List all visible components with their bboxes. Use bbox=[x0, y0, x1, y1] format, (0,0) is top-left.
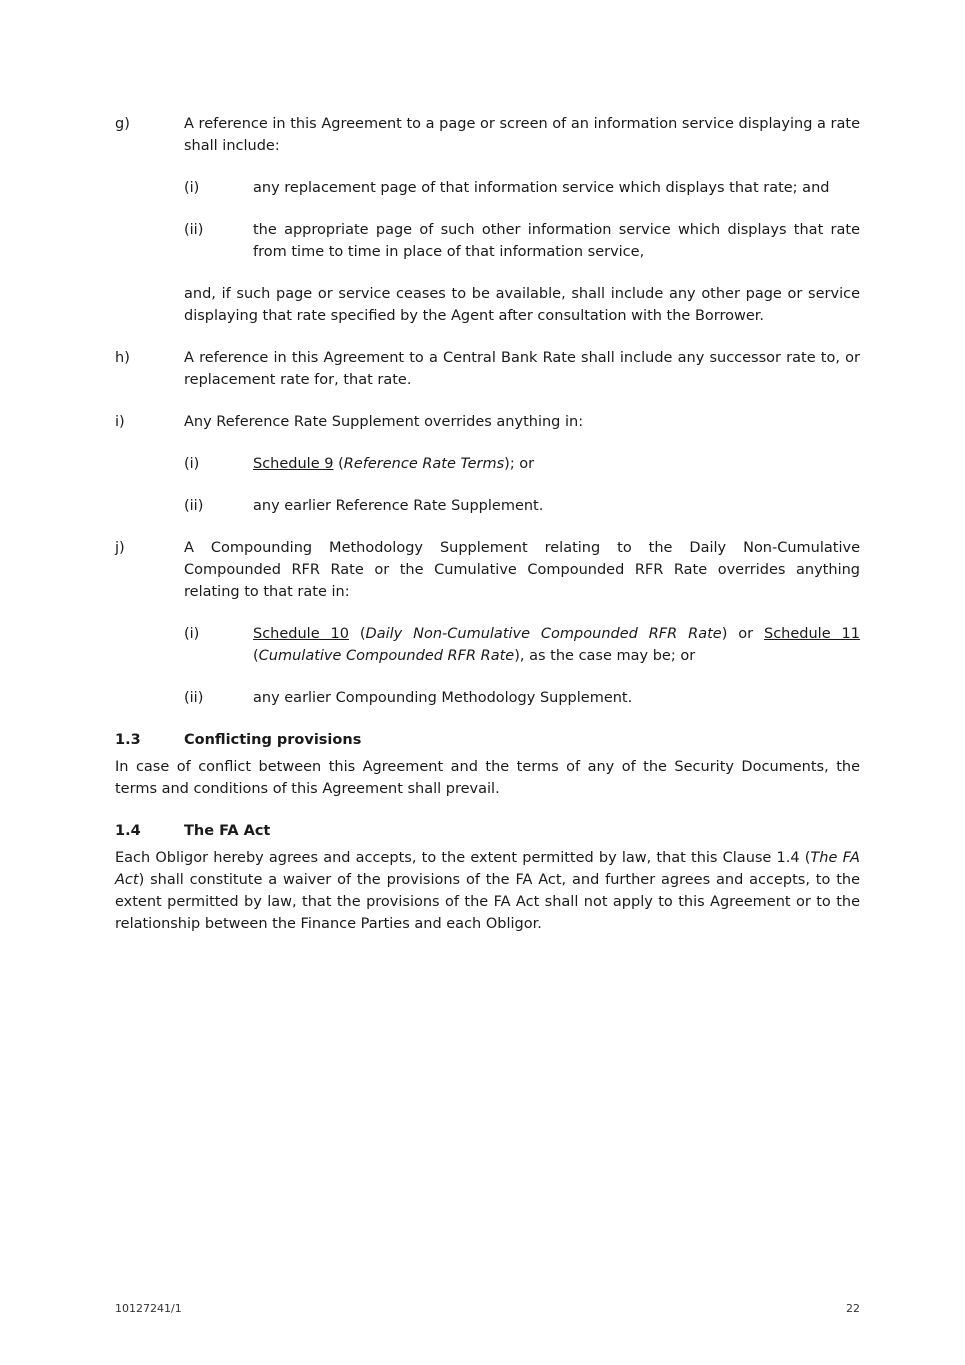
document-reference: 10127241/1 bbox=[115, 1302, 182, 1315]
sub-item-label: (ii) bbox=[184, 498, 204, 514]
sub-item bbox=[184, 453, 860, 475]
clause-label: g) bbox=[115, 116, 130, 132]
schedule-title: Daily Non-Cumulative Compounded RFR Rate bbox=[365, 626, 722, 642]
sub-item bbox=[184, 687, 860, 709]
sub-item bbox=[184, 177, 860, 199]
clause-j-items bbox=[115, 623, 860, 709]
clause-text: Any Reference Rate Supplement overrides anything in: bbox=[184, 414, 584, 430]
sub-item-label: (i) bbox=[184, 180, 200, 196]
sub-item-label: (i) bbox=[184, 626, 200, 642]
text-fragment: ), as the case may be; or bbox=[514, 648, 696, 664]
sub-item bbox=[184, 623, 860, 667]
section-number: 1.3 bbox=[115, 732, 141, 748]
sub-item-label: (i) bbox=[184, 456, 200, 472]
clause-i bbox=[115, 411, 860, 433]
text-fragment: ( bbox=[253, 648, 259, 664]
section-number: 1.4 bbox=[115, 823, 141, 839]
sub-item-label: (ii) bbox=[184, 690, 204, 706]
section-heading-1-4 bbox=[115, 820, 860, 842]
sub-item bbox=[184, 495, 860, 517]
schedule-9-link[interactable]: Schedule 9 bbox=[253, 456, 334, 472]
clause-g-tail: and, if such page or service ceases to be available, shall include any other page or service displaying that rate specified by the Agent after consultation with the Borrower. bbox=[184, 286, 860, 324]
text-fragment: ( bbox=[348, 626, 366, 642]
sub-item bbox=[184, 219, 860, 263]
text-fragment: ) or bbox=[721, 626, 764, 642]
clause-h bbox=[115, 347, 860, 391]
schedule-title: Reference Rate Terms bbox=[343, 456, 505, 472]
document-page bbox=[115, 113, 860, 955]
section-heading-1-3 bbox=[115, 729, 860, 751]
schedule-title: Cumulative Compounded RFR Rate bbox=[258, 648, 515, 664]
section-body-1-4 bbox=[115, 847, 860, 935]
clause-j bbox=[115, 537, 860, 603]
text-fragment: Each Obligor hereby agrees and accepts, to the extent permitted by law, that this Clause 1.4 ( bbox=[115, 850, 811, 866]
sub-item-label: (ii) bbox=[184, 222, 204, 238]
clause-label: j) bbox=[115, 540, 125, 556]
clause-text: A Compounding Methodology Supplement relating to the Daily Non-Cumulative Compounded RFR Rate or the Cumulative Compounded RFR Rate overrides anything relating to that rate in: bbox=[184, 540, 860, 600]
clause-g bbox=[115, 113, 860, 157]
clause-title: The FA Act bbox=[115, 850, 860, 888]
clause-i-items bbox=[115, 453, 860, 517]
text-fragment: ); or bbox=[504, 456, 535, 472]
section-title: Conflicting provisions bbox=[184, 732, 362, 748]
sub-item-text: any earlier Compounding Methodology Supplement. bbox=[253, 690, 633, 706]
clause-g-items bbox=[115, 177, 860, 327]
clause-text: A reference in this Agreement to a Central Bank Rate shall include any successor rate to, or replacement rate for, that rate. bbox=[184, 350, 860, 388]
text-fragment: ( bbox=[333, 456, 344, 472]
schedule-11-link[interactable]: Schedule 11 bbox=[763, 626, 860, 642]
text-fragment: ) shall constitute a waiver of the provisions of the FA Act, and further agrees and accepts, to the extent permitted by law, that the provisions of the FA Act shall not apply to this Agreement or to the relationship between the Finance Parties and each Obligor. bbox=[115, 872, 860, 932]
clause-text: A reference in this Agreement to a page or screen of an information service displaying a rate shall include: bbox=[184, 116, 860, 154]
sub-item-text: any earlier Reference Rate Supplement. bbox=[253, 498, 544, 514]
sub-item-text: the appropriate page of such other information service which displays that rate from time to time in place of that information service, bbox=[253, 222, 860, 260]
section-title: The FA Act bbox=[184, 823, 271, 839]
section-body-1-3: In case of conflict between this Agreement and the terms of any of the Security Documents, the terms and conditions of this Agreement shall prevail. bbox=[115, 759, 860, 797]
sub-item-text: any replacement page of that information service which displays that rate; and bbox=[253, 180, 830, 196]
schedule-10-link[interactable]: Schedule 10 bbox=[253, 626, 349, 642]
page-number: 22 bbox=[846, 1302, 860, 1315]
clause-label: i) bbox=[115, 414, 125, 430]
clause-label: h) bbox=[115, 350, 130, 366]
